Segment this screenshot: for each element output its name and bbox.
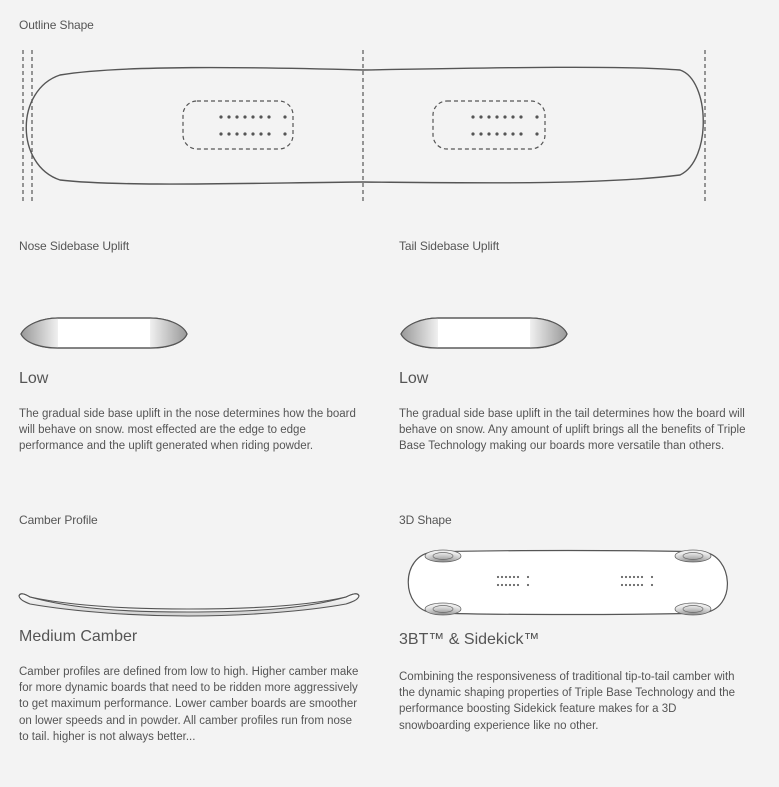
camber-profile-label: Camber Profile <box>19 513 98 527</box>
camber-profile-value: Medium Camber <box>19 628 138 645</box>
3d-shape-description: Combining the responsiveness of traditional tip-to-tail camber with the dynamic shaping properties of Triple Base Technology and the performance boosting Sidekick feature makes for a 3D snowboarding experience like no other. <box>399 671 736 732</box>
outline-shape-label: Outline Shape <box>19 18 94 32</box>
nose-uplift-label: Nose Sidebase Uplift <box>19 239 130 253</box>
tail-uplift-value: Low <box>399 370 429 387</box>
tail-uplift-label: Tail Sidebase Uplift <box>399 239 500 253</box>
3d-shape-label: 3D Shape <box>399 513 452 527</box>
outline-shape-diagram <box>0 45 779 210</box>
nose-uplift-value: Low <box>19 370 49 387</box>
camber-profile-description: Camber profiles are defined from low to high. Higher camber make for more dynamic boards that need to be ridden more aggressively to get maximum performance. Lower camber boards are smoother on lower speeds and in powder. All camber profiles run from nose to tail. higher is not always better... <box>19 666 359 743</box>
camber-profile-diagram <box>16 588 362 614</box>
tail-uplift-description: The gradual side base uplift in the tail determines how the board will behave on snow. Any amount of uplift brings all the benefits of Triple Base Technology making our boards more versatile than others. <box>399 408 746 453</box>
3d-shape-value: 3BT™ & Sidekick™ <box>399 631 540 648</box>
nose-uplift-description: The gradual side base uplift in the nose determines how the board will behave on snow. most effected are the edge to edge performance and the uplift generated when riding powder. <box>19 408 356 453</box>
3d-shape-diagram <box>398 547 738 617</box>
nose-uplift-diagram <box>18 312 190 352</box>
tail-uplift-diagram <box>398 312 570 352</box>
